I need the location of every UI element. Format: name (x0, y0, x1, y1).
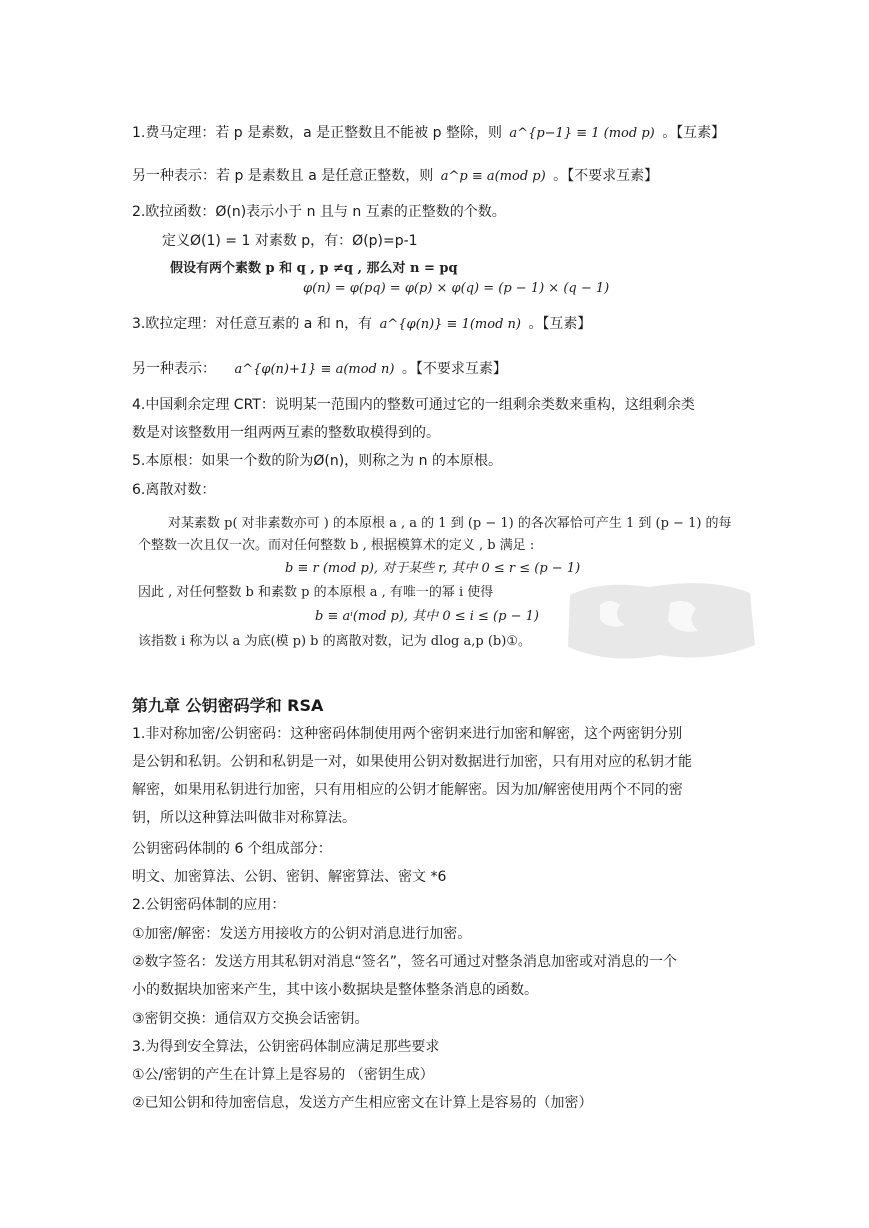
ch9-req1: ①公/密钥的产生在计算上是容易的 （密钥生成） (132, 1067, 434, 1083)
euler-alt-suffix: 。【不要求互素】 (401, 361, 507, 377)
discrete-log-img-line4: 因此 , 对任何整数 b 和素数 p 的本原根 a , 有唯一的幂 i 使得 (138, 585, 494, 600)
discrete-log-img-line6: 该指数 i 称为以 a 为底(模 p) b 的离散对数，记为 dlog a,p (b)①。 (138, 634, 531, 649)
ch9-req-title: 3.为得到安全算法，公钥密码体制应满足那些要求 (132, 1039, 440, 1055)
euler-alt (132, 360, 507, 379)
fermat-theorem (132, 124, 725, 143)
fermat-alt-label: 另一种表示：若 p 是素数且 a 是任意正整数，则 (132, 168, 434, 184)
ch9-req2: ②已知公钥和待加密信息，发送方产生相应密文在计算上是容易的（加密） (132, 1095, 593, 1111)
ch9-p1-line1: 1.非对称加密/公钥密码：这种密码体制使用两个密钥来进行加密和解密，这个两密钥分别 (132, 726, 683, 742)
primitive-root: 5.本原根：如果一个数的阶为Ø(n)，则称之为 n 的本原根。 (132, 453, 502, 469)
ch9-apps-title: 2.公钥密码体制的应用： (132, 897, 286, 913)
fermat-formula: a^{p−1} ≡ 1 (mod p) (509, 126, 655, 141)
euler-alt-label: 另一种表示： (132, 361, 216, 377)
fermat-alt (132, 167, 658, 186)
discrete-log-img-line2: 个整数一次且仅一次。而对任何整数 b , 根据模算术的定义 , b 满足 : (138, 538, 535, 553)
watermark-seal (560, 575, 760, 665)
euler-theorem (132, 315, 591, 334)
chapter9-heading: 第九章 公钥密码学和 RSA (132, 696, 324, 715)
ch9-p1-line3: 解密，如果用私钥进行加密，只有用相应的公钥才能解密。因为加/解密使用两个不同的密 (132, 782, 683, 798)
ch9-app2-line1: ②数字签名：发送方用其私钥对消息“签名”，签名可通过对整条消息加密或对消息的一个 (132, 954, 678, 970)
euler-theorem-suffix: 。【互素】 (528, 316, 592, 332)
ch9-components: 明文、加密算法、公钥、密钥、解密算法、密文 *6 (132, 869, 447, 885)
ch9-app2-line2: 小的数据块加密来产生，其中该小数据块是整体整条消息的函数。 (132, 982, 538, 998)
ch9-components-title: 公钥密码体制的 6 个组成部分： (132, 841, 332, 857)
ch9-app3: ③密钥交换：通信双方交换会话密钥。 (132, 1011, 369, 1027)
ch9-p1-line2: 是公钥和私钥。公钥和私钥是一对，如果使用公钥对数据进行加密，只有用对应的私钥才能 (132, 754, 692, 770)
fermat-alt-suffix: 。【不要求互素】 (553, 168, 659, 184)
euler-function-title: 2.欧拉函数：Ø(n)表示小于 n 且与 n 互素的正整数的个数。 (132, 204, 506, 220)
discrete-log-img-line5: b ≡ aⁱ(mod p), 其中 0 ≤ i ≤ (p − 1) (315, 609, 539, 624)
euler-theorem-formula: a^{φ(n)} ≡ 1(mod n) (379, 317, 521, 332)
euler-function-def: 定义Ø(1) = 1 对素数 p，有：Ø(p)=p-1 (162, 233, 418, 249)
ch9-app1: ①加密/解密：发送方用接收方的公钥对消息进行加密。 (132, 926, 472, 942)
fermat-alt-formula: a^p ≡ a(mod p) (440, 169, 546, 184)
crt-line2: 数是对该整数用一组两两互素的整数取模得到的。 (132, 425, 440, 441)
euler-theorem-label: 3.欧拉定理：对任意互素的 a 和 n，有 (132, 316, 373, 332)
discrete-log-img-line3: b ≡ r (mod p), 对于某些 r, 其中 0 ≤ r ≤ (p − 1) (285, 561, 581, 576)
euler-function-img-line2: φ(n) = φ(pq) = φ(p) × φ(q) = (p − 1) × (q − 1) (303, 281, 610, 296)
ch9-p1-line4: 钥，所以这种算法叫做非对称算法。 (132, 810, 356, 826)
euler-alt-formula: a^{φ(n)+1} ≡ a(mod n) (234, 362, 395, 377)
discrete-log-title: 6.离散对数： (132, 482, 216, 498)
fermat-suffix: 。【互素】 (662, 125, 726, 141)
discrete-log-img-line1: 对某素数 p( 对非素数亦可 ) 的本原根 a , a 的 1 到 (p − 1) 的各次幂恰可产生 1 到 (p − 1) 的每 (168, 516, 732, 531)
fermat-label: 1.费马定理：若 p 是素数，a 是正整数且不能被 p 整除，则 (132, 125, 502, 141)
euler-function-img-line1: 假设有两个素数 p 和 q , p ≠q , 那么对 n = pq (170, 261, 458, 276)
crt-line1: 4.中国剩余定理 CRT：说明某一范围内的整数可通过它的一组剩余类数来重构，这组剩余类 (132, 397, 695, 413)
